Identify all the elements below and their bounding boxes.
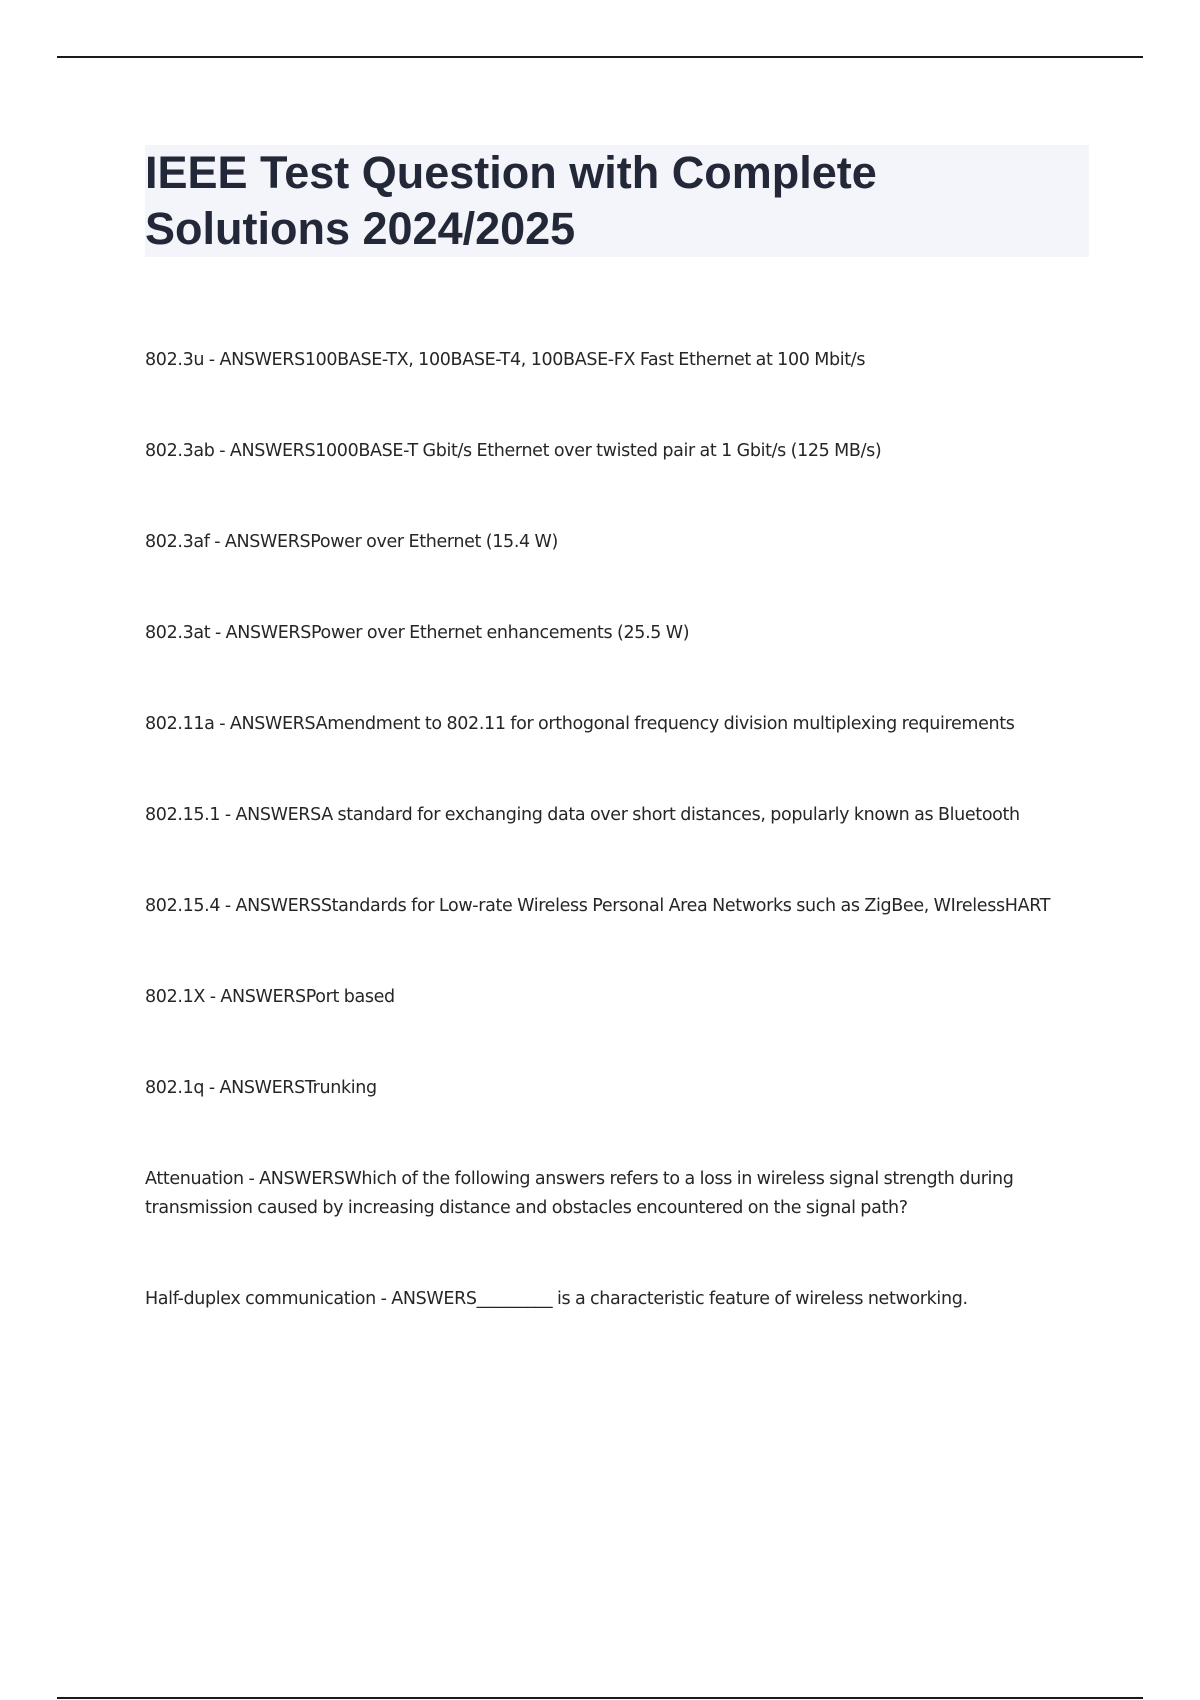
title-block bbox=[145, 145, 1089, 257]
qa-item-802-11a: 802.11a - ANSWERSAmendment to 802.11 for orthogonal frequency division multiplexing requirements bbox=[145, 714, 1015, 734]
bottom-rule bbox=[57, 1697, 1143, 1699]
qa-item-802-1x: 802.1X - ANSWERSPort based bbox=[145, 987, 395, 1007]
qa-item-802-3u: 802.3u - ANSWERS100BASE-TX, 100BASE-T4, 100BASE-FX Fast Ethernet at 100 Mbit/s bbox=[145, 350, 866, 370]
document-title: IEEE Test Question with Complete Solutions 2024/2025 bbox=[145, 147, 877, 254]
qa-item-802-15-1: 802.15.1 - ANSWERSA standard for exchanging data over short distances, popularly known as Bluetooth bbox=[145, 805, 1020, 825]
qa-item-802-15-4: 802.15.4 - ANSWERSStandards for Low-rate Wireless Personal Area Networks such as ZigBee, WIrelessHART bbox=[145, 896, 1051, 916]
qa-item-802-3af: 802.3af - ANSWERSPower over Ethernet (15.4 W) bbox=[145, 532, 558, 552]
qa-item-802-3ab: 802.3ab - ANSWERS1000BASE-T Gbit/s Ethernet over twisted pair at 1 Gbit/s (125 MB/s) bbox=[145, 441, 882, 461]
qa-item-attenuation: Attenuation - ANSWERSWhich of the following answers refers to a loss in wireless signal strength during transmission caused by increasing distance and obstacles encountered on the signal path? bbox=[145, 1169, 1014, 1218]
top-rule bbox=[57, 56, 1143, 58]
qa-item-half-duplex: Half-duplex communication - ANSWERS_________ is a characteristic feature of wireless networking. bbox=[145, 1289, 968, 1309]
question-answer-list bbox=[145, 346, 1085, 1376]
qa-item-802-1q: 802.1q - ANSWERSTrunking bbox=[145, 1078, 377, 1098]
qa-item-802-3at: 802.3at - ANSWERSPower over Ethernet enhancements (25.5 W) bbox=[145, 623, 690, 643]
